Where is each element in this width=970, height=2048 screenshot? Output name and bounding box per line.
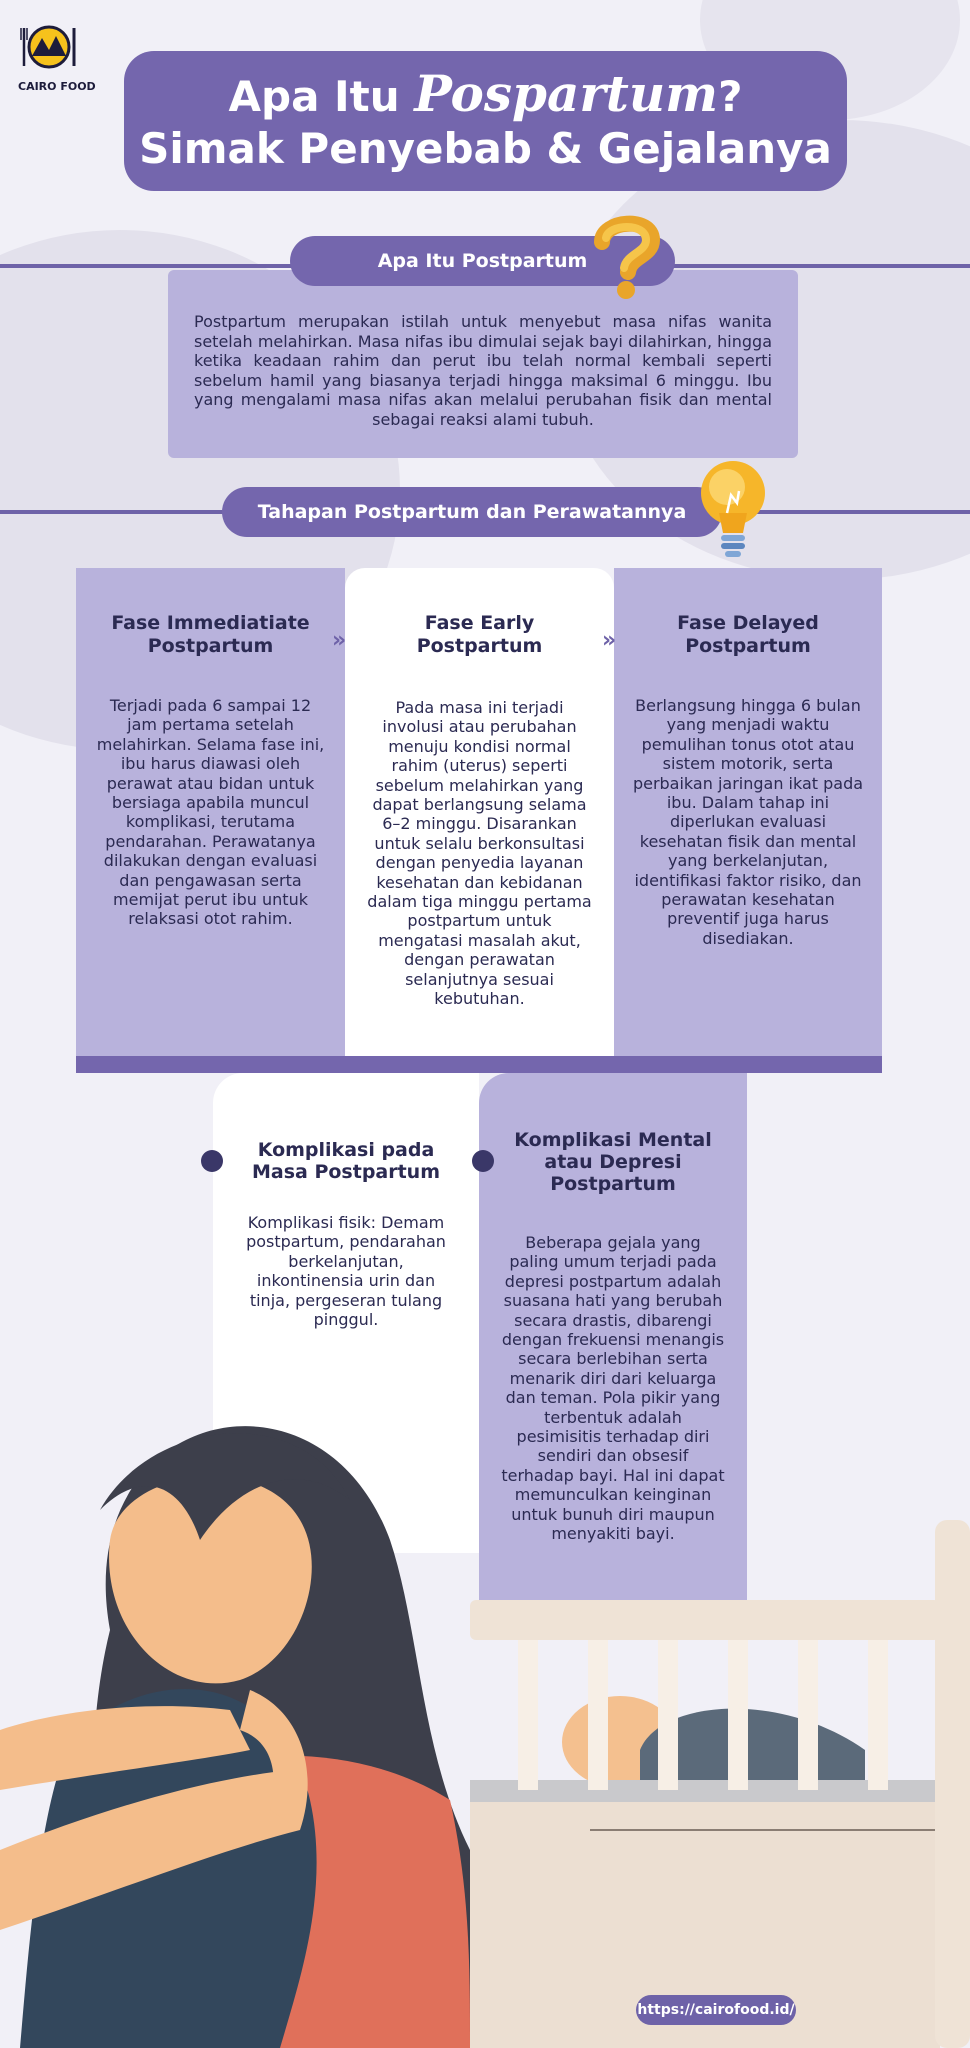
phase-body-delayed: Berlangsung hingga 6 bulan yang menjadi waktu pemulihan tonus otot atau sistem motorik, serta perbaikan jaringan ikat pada ibu. Dalam tahap ini diperlukan evaluasi kesehatan fisik dan mental yang berkelanjutan, identifikasi faktor risiko, dan perawatan kesehatan preventif juga harus disediakan. [632, 696, 864, 948]
complication-title-mental: Komplikasi Mental atau Depresi Postpartum [514, 1129, 712, 1195]
title-banner [124, 51, 847, 191]
phase-title-delayed: Fase Delayed Postpartum [677, 612, 819, 657]
title-prefix: Apa Itu [228, 71, 400, 121]
chevron-right-icon: » [332, 628, 347, 653]
footer-url-link[interactable] [636, 1995, 796, 2025]
title-suffix: ? [718, 71, 743, 121]
question-mark-icon [592, 212, 662, 302]
title-script: Pospartum [414, 63, 719, 123]
complication-body-physical: Komplikasi fisik: Demam postpartum, pendarahan berkelanjutan, inkontinensia urin dan tinja, pergeseran tulang pinggul. [246, 1213, 446, 1330]
phases-heading: Tahapan Postpartum dan Perawatannya [257, 501, 687, 523]
bullet-dot [472, 1150, 494, 1172]
complication-body-mental: Beberapa gejala yang paling umum terjadi pada depresi postpartum adalah suasana hati yang berubah secara drastis, dibarengi dengan frekuensi menangis secara berlebihan serta menarik diri dari keluarga dan teman. Pola pikir yang terbentuk adalah pesimisitis terhadap diri sendiri dan obsesif terhadap bayi. Hal ini dapat memunculkan keinginan untuk bunuh diri maupun menyakiti bayi. [501, 1233, 725, 1544]
chevron-right-icon: » [602, 628, 617, 653]
title-line-1 [124, 63, 847, 123]
light-bulb-icon [693, 455, 773, 565]
complication-title-physical: Komplikasi pada Masa Postpartum [251, 1139, 441, 1183]
bullet-dot [201, 1150, 223, 1172]
brand-logo [18, 22, 96, 93]
phase-card-early [345, 568, 617, 1056]
phase-body-early: Pada masa ini terjadi involusi atau perubahan menuju kondisi normal rahim (uterus) seperti sebelum melahirkan yang dapat berlangsung selama 6–2 minggu. Disarankan untuk selalu berkonsultasi dengan penyedia layanan kesehatan dan kebidanan dalam tiga minggu pertama postpartum untuk mengatasi masalah akut, dengan perawatan selanjutnya sesuai kebutuhan. [367, 698, 592, 1009]
phase-title-early: Fase Early Postpartum [416, 612, 543, 657]
phase-body-immediate: Terjadi pada 6 sampai 12 jam pertama setelah melahirkan. Selama fase ini, ibu harus diawasi oleh perawat atau bidan untuk bersiaga apabila muncul komplikasi, terutama pendarahan. Perawatanya dilakukan dengan evaluasi dan pengawasan serta memijat perut ibu untuk relaksasi otot rahim. [96, 696, 325, 929]
phase-card-delayed [614, 568, 882, 1056]
intro-heading: Apa Itu Postpartum [377, 250, 588, 272]
phase-title-immediate: Fase Immediatiate Postpartum [111, 612, 310, 657]
phase-card-immediate [76, 568, 345, 1056]
phases-bottom-bar [76, 1056, 882, 1073]
intro-box [168, 270, 798, 458]
intro-body: Postpartum merupakan istilah untuk menyebut masa nifas wanita setelah melahirkan. Masa nifas ibu dimulai sejak bayi dilahirkan, hingga ketika keadaan rahim dan perut ibu telah normal kembali seperti sebelum hamil yang biasanya terjadi hingga maksimal 6 minggu. Ibu yang mengalami masa nifas akan melalui perubahan fisik dan mental sebagai reaksi alami tubuh. [194, 312, 772, 429]
title-line-2: Simak Penyebab & Gejalanya [139, 123, 832, 173]
sad-mother-and-baby-crib-illustration [0, 1330, 970, 2048]
brand-name: CAIRO FOOD [18, 80, 96, 93]
phases-heading-pill [222, 487, 722, 537]
footer-url-text: https://cairofood.id/ [637, 2002, 795, 2018]
mountain-fork-knife-logo-icon [18, 22, 80, 72]
